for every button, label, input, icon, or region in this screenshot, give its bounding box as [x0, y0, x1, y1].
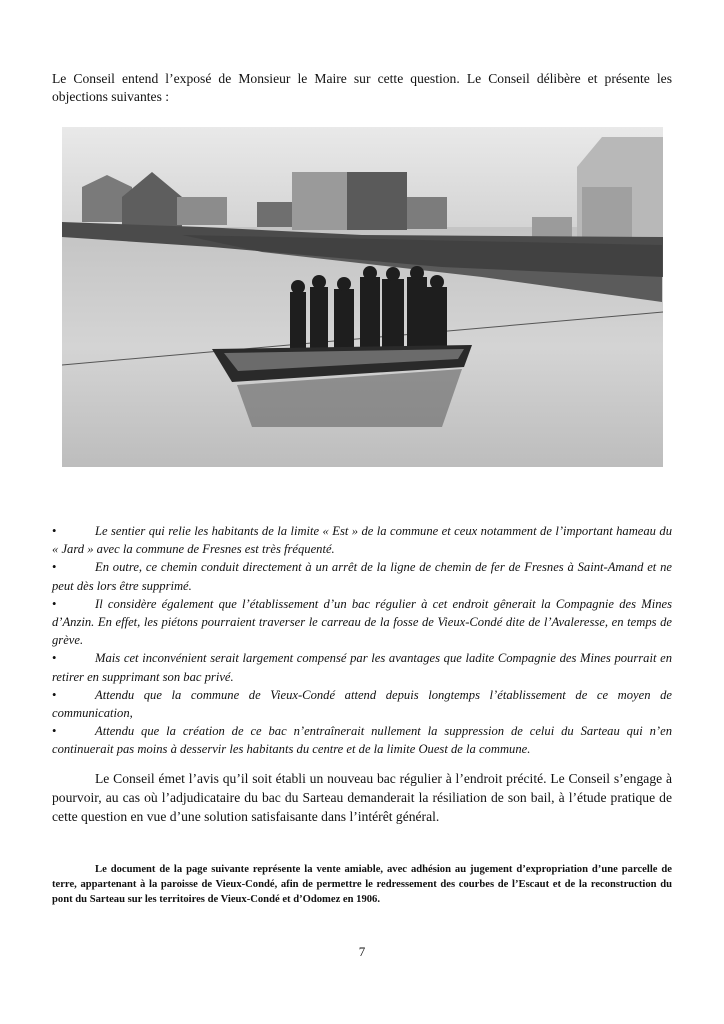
footnote-paragraph: Le document de la page suivante représente la vente amiable, avec adhésion au jugement d’expropriation d’une parcelle de terre, appartenant à la paroisse de Vieux-Condé, afin de permettre le redressement des courbes de l’Escaut et de la reconstruction du pont du Sarteau sur les territoires de Vieux-Condé et d’Odomez en 1906.: [52, 864, 672, 905]
bullet-icon: •: [52, 560, 57, 575]
list-item: • Attendu que la création de ce bac n’entraînerait nullement la suppression de celui du Sarteau qui n’en continuerait pas moins à desservir les habitants du centre et de la limite Ouest de la commune.: [52, 724, 672, 757]
bullet-icon: •: [52, 687, 57, 702]
conclusion-paragraph: Le Conseil émet l’avis qu’il soit établi un nouveau bac régulier à l’endroit précité. Le Conseil s’engage à pourvoir, au cas où l’adjudicataire du bac du Sarteau demanderait la résiliation de son bail, à l’étude pratique de cette question en vue d’une solution satisfaisante dans l’intérêt général.: [52, 771, 672, 824]
list-item: • Il considère également que l’établissement d’un bac régulier à cet endroit gênerait la Compagnie des Mines d’Anzin. En effet, les piétons pourraient traverser le carreau de la fosse de Vieux-Condé dite de l’Avaleresse, en temps de grève.: [52, 596, 672, 648]
objections-list: [52, 522, 672, 759]
ferry-photograph: [62, 127, 663, 467]
list-item: • Le sentier qui relie les habitants de la limite « Est » de la commune et ceux notamment de l’important hameau du « Jard » avec la commune de Fresnes est très fréquenté.: [52, 524, 672, 557]
list-item: • Mais cet inconvénient serait largement compensé par les avantages que ladite Compagnie des Mines pourrait en retirer en supprimant son bac privé.: [52, 651, 672, 684]
bullet-icon: •: [52, 596, 57, 611]
intro-paragraph: Le Conseil entend l’exposé de Monsieur le Maire sur cette question. Le Conseil délibère et présente les objections suivantes :: [52, 71, 672, 104]
list-item: • En outre, ce chemin conduit directement à un arrêt de la ligne de chemin de fer de Fresnes à Saint-Amand et ne peut dès lors être supprimé.: [52, 560, 672, 593]
bullet-icon: •: [52, 651, 57, 666]
bullet-icon: •: [52, 724, 57, 739]
list-item: • Attendu que la commune de Vieux-Condé attend depuis longtemps l’établissement de ce moyen de communication,: [52, 687, 672, 721]
bullet-icon: •: [52, 524, 57, 538]
page-number: 7: [358, 944, 366, 959]
